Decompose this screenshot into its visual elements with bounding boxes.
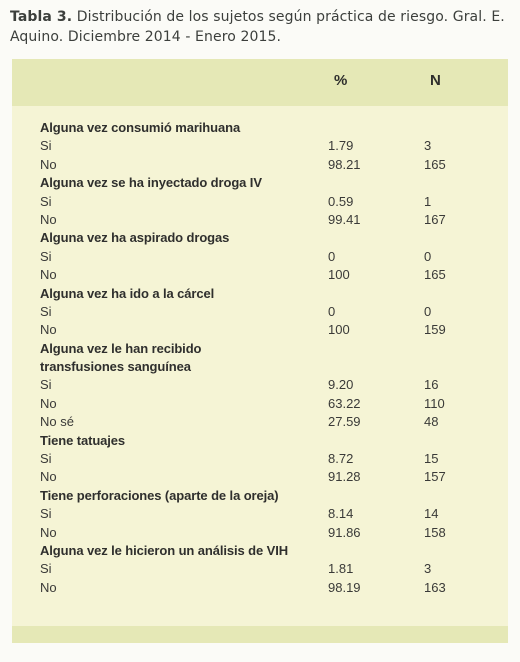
table-body <box>12 119 508 597</box>
percent-cell: 1.79 <box>328 138 354 154</box>
row-label: No <box>40 395 57 411</box>
row-label: Si <box>40 561 52 577</box>
row-label: No <box>40 579 57 595</box>
table-row <box>12 413 508 431</box>
n-cell: 15 <box>424 451 439 467</box>
percent-cell: 100 <box>328 322 350 338</box>
n-cell: 158 <box>424 524 446 540</box>
n-cell: 0 <box>424 248 432 264</box>
percent-cell: 0 <box>328 303 336 319</box>
row-label: No <box>40 156 57 172</box>
section-label: transfusiones sanguínea <box>40 359 191 375</box>
percent-cell: 100 <box>328 267 350 283</box>
section-label: Alguna vez le han recibido <box>40 340 202 356</box>
percent-cell: 98.21 <box>328 156 361 172</box>
n-cell: 3 <box>424 138 432 154</box>
section-label: Tiene tatuajes <box>40 432 126 448</box>
section-row <box>12 358 508 376</box>
risk-practice-table <box>12 59 508 643</box>
row-label: No sé <box>40 414 74 430</box>
n-cell: 163 <box>424 579 446 595</box>
section-label: Tiene perforaciones (aparte de la oreja) <box>40 487 279 503</box>
percent-cell: 99.41 <box>328 211 361 227</box>
percent-cell: 63.22 <box>328 395 361 411</box>
table-row <box>12 156 508 174</box>
row-label: Si <box>40 193 52 209</box>
percent-cell: 91.28 <box>328 469 361 485</box>
percent-cell: 8.72 <box>328 451 354 467</box>
table-row <box>12 211 508 229</box>
table-row <box>12 505 508 523</box>
n-cell: 48 <box>424 414 439 430</box>
table-caption <box>10 7 510 47</box>
n-cell: 3 <box>424 561 432 577</box>
percent-cell: 98.19 <box>328 579 361 595</box>
percent-cell: 0 <box>328 248 336 264</box>
section-label: Alguna vez le hicieron un análisis de VIH <box>40 542 289 558</box>
n-cell: 159 <box>424 322 446 338</box>
header-n: N <box>430 72 441 89</box>
row-label: No <box>40 469 57 485</box>
table-row <box>12 560 508 578</box>
percent-cell: 91.86 <box>328 524 361 540</box>
table-row <box>12 579 508 597</box>
row-label: Si <box>40 377 52 393</box>
table-row <box>12 137 508 155</box>
section-row <box>12 285 508 303</box>
section-row <box>12 229 508 247</box>
section-row <box>12 119 508 137</box>
percent-cell: 0.59 <box>328 193 354 209</box>
row-label: No <box>40 211 57 227</box>
section-row <box>12 340 508 358</box>
section-row <box>12 487 508 505</box>
row-label: Si <box>40 248 52 264</box>
n-cell: 1 <box>424 193 432 209</box>
n-cell: 165 <box>424 156 446 172</box>
row-label: No <box>40 322 57 338</box>
n-cell: 110 <box>424 395 445 411</box>
percent-cell: 1.81 <box>328 561 354 577</box>
section-label: Alguna vez ha ido a la cárcel <box>40 285 215 301</box>
n-cell: 0 <box>424 303 432 319</box>
n-cell: 16 <box>424 377 439 393</box>
table-row <box>12 450 508 468</box>
row-label: Si <box>40 451 52 467</box>
row-label: Si <box>40 506 52 522</box>
percent-cell: 27.59 <box>328 414 361 430</box>
row-label: No <box>40 524 57 540</box>
percent-cell: 8.14 <box>328 506 354 522</box>
table-row <box>12 193 508 211</box>
n-cell: 167 <box>424 211 446 227</box>
table-row <box>12 248 508 266</box>
table-row <box>12 524 508 542</box>
caption-text: Distribución de los sujetos según práctica de riesgo. Gral. E. Aquino. Diciembre 2014 - Enero 2015. <box>10 9 505 45</box>
table-header <box>12 59 508 106</box>
section-row <box>12 174 508 192</box>
row-label: Si <box>40 138 52 154</box>
row-label: No <box>40 267 57 283</box>
n-cell: 14 <box>424 506 439 522</box>
section-label: Alguna vez se ha inyectado droga IV <box>40 175 262 191</box>
section-row <box>12 432 508 450</box>
table-row <box>12 395 508 413</box>
section-label: Alguna vez consumió marihuana <box>40 120 241 135</box>
n-cell: 165 <box>424 267 446 283</box>
caption-label: Tabla 3. <box>10 9 73 25</box>
table-row <box>12 468 508 486</box>
table-footer <box>12 626 508 643</box>
header-percent: % <box>334 72 348 89</box>
table-row <box>12 376 508 394</box>
row-label: Si <box>40 303 52 319</box>
n-cell: 157 <box>424 469 446 485</box>
table-row <box>12 266 508 284</box>
percent-cell: 9.20 <box>328 377 354 393</box>
table-row <box>12 321 508 339</box>
table-row <box>12 303 508 321</box>
section-row <box>12 542 508 560</box>
section-label: Alguna vez ha aspirado drogas <box>40 230 230 246</box>
